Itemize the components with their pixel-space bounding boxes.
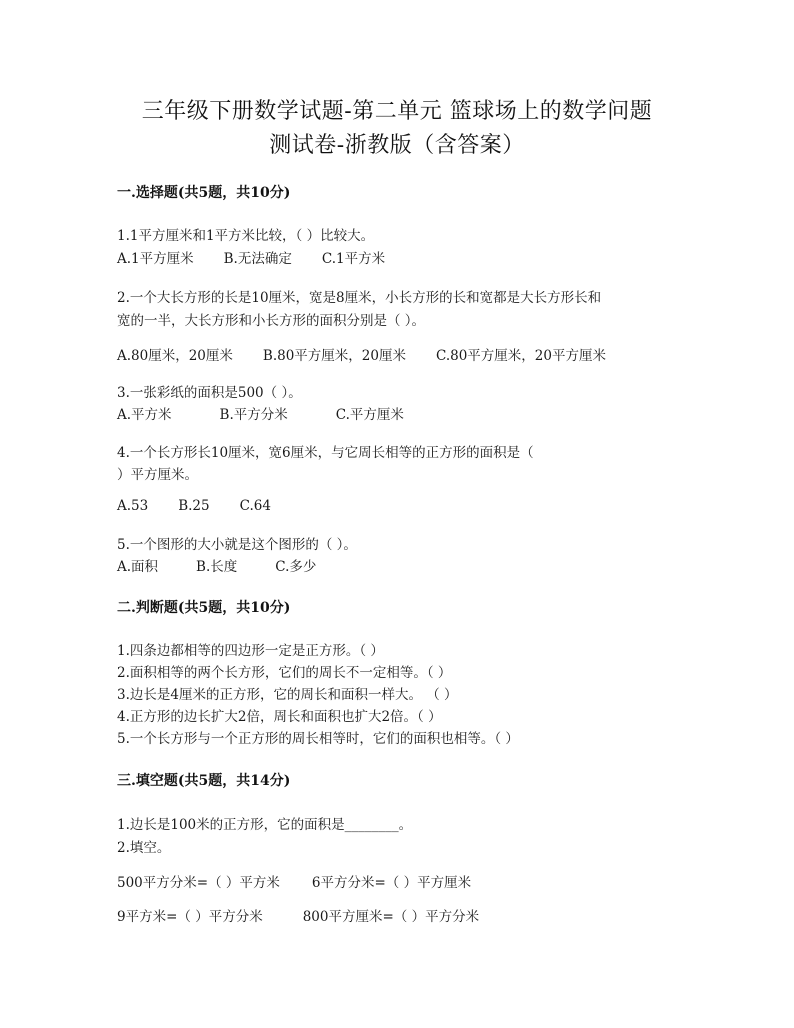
fill-q2-row-2 [117, 905, 509, 925]
judge-item-3: 3.边长是4厘米的正方形，它的周长和面积一样大。 （ ） [117, 687, 458, 703]
choice-q2-option-a: A.80厘米，20厘米 [117, 348, 233, 364]
document-title-line-1: 三年级下册数学试题-第二单元 篮球场上的数学问题 [141, 99, 653, 124]
section-heading-choice: 一.选择题(共5题，共10分) [117, 185, 291, 201]
choice-q1-options [117, 247, 415, 267]
choice-q3-options [117, 403, 434, 423]
choice-q4-option-b: B.25 [178, 498, 210, 514]
choice-q5-option-a: A.面积 [117, 559, 159, 575]
choice-q2-option-b: B.80平方厘米，20厘米 [262, 348, 406, 364]
choice-q5-option-b: B.长度 [196, 559, 238, 575]
document-title-line-2: 测试卷-浙教版（含答案） [269, 133, 525, 158]
judge-item-2: 2.面积相等的两个长方形，它们的周长不一定相等。（ ） [117, 665, 452, 681]
choice-q4-option-c: C.64 [239, 498, 271, 514]
fill-q1: 1.边长是100米的正方形，它的面积是________。 [117, 817, 413, 833]
section-heading-fill: 三.填空题(共5题，共14分) [117, 773, 291, 789]
fill-row2-item-2: 800平方厘米=（ ）平方分米 [302, 909, 480, 925]
choice-q3-option-b: B.平方分米 [219, 407, 288, 423]
choice-q3-option-c: C.平方厘米 [335, 407, 404, 423]
judge-item-1: 1.四条边都相等的四边形一定是正方形。（ ） [117, 643, 384, 659]
choice-q2-stem-line-2: 宽的一半，大长方形和小长方形的面积分别是（ ）。 [117, 313, 426, 329]
fill-q2-stem: 2.填空。 [117, 840, 171, 856]
fill-row1-item-1: 500平方分米=（ ）平方米 [117, 875, 280, 891]
choice-q4-option-a: A.53 [117, 498, 149, 514]
fill-row1-item-2: 6平方分米=（ ）平方厘米 [311, 875, 472, 891]
judge-item-5: 5.一个长方形与一个正方形的周长相等时，它们的面积也相等。（ ） [117, 731, 519, 747]
fill-row2-item-1: 9平方米=（ ）平方分米 [117, 909, 263, 925]
choice-q4-stem-line-2: ）平方厘米。 [117, 467, 198, 483]
choice-q2-stem-line-1: 2.一个大长方形的长是10厘米，宽是8厘米，小长方形的长和宽都是大长方形长和 [117, 290, 602, 306]
choice-q5-stem: 5.一个图形的大小就是这个图形的（ ）。 [117, 537, 357, 553]
choice-q1-stem: 1.1平方厘米和1平方米比较，（ ）比较大。 [117, 228, 375, 244]
choice-q1-option-a: A.1平方厘米 [117, 251, 194, 267]
section-heading-judge: 二.判断题(共5题，共10分) [117, 600, 291, 616]
choice-q2-option-c: C.80平方厘米，20平方厘米 [435, 348, 606, 364]
choice-q4-options [117, 498, 301, 514]
choice-q1-option-c: C.1平方米 [321, 251, 386, 267]
choice-q3-option-a: A.平方米 [117, 407, 172, 423]
choice-q1-option-b: B.无法确定 [223, 251, 292, 267]
choice-q3-stem: 3.一张彩纸的面积是500（ ）。 [117, 385, 302, 401]
choice-q2-options [117, 344, 636, 364]
judge-item-4: 4.正方形的边长扩大2倍，周长和面积也扩大2倍。（ ） [117, 709, 442, 725]
choice-q4-stem-line-1: 4.一个长方形长10厘米，宽6厘米，与它周长相等的正方形的面积是（ [117, 445, 534, 461]
choice-q5-option-c: C.多少 [275, 559, 317, 575]
fill-q2-row-1 [117, 871, 501, 891]
choice-q5-options [117, 555, 346, 575]
